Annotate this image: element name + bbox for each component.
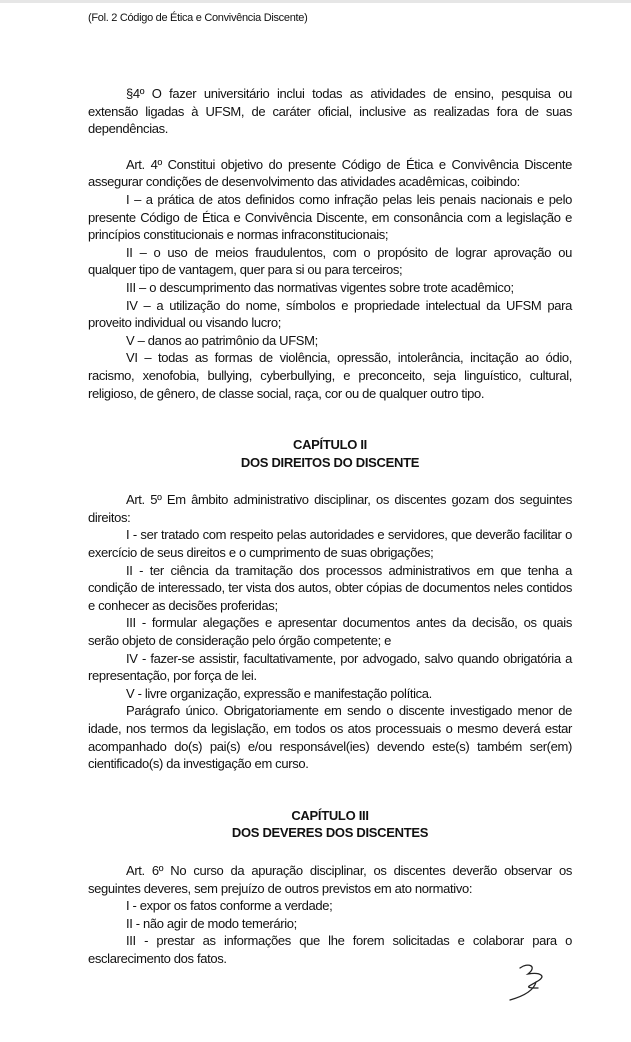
sole-paragraph: Parágrafo único. Obrigatoriamente em sendo o discente investigado menor de idade, nos termos da legislação, em todos os atos processuais o mesmo deverá estar acompanhado do(s) pai(s) e/ou responsável(ies) devendo este(s) também ser(em) cientificado(s) da investigação em curso.	[88, 703, 572, 772]
list-item: VI – todas as formas de violência, opressão, intolerância, incitação ao ódio, racismo, xenofobia, bullying, cyberbullying, e preconceito, seja linguístico, cultural, religioso, de gênero, de classe social, raça, cor ou de qualquer outro tipo.	[88, 350, 572, 401]
list-item: II – o uso de meios fraudulentos, com o propósito de lograr aprovação ou qualquer tipo de vantagem, quer para si ou para terceiros;	[88, 244, 572, 278]
list-item: V – danos ao patrimônio da UFSM;	[126, 332, 318, 348]
list-item: II - ter ciência da tramitação dos processos administrativos em que tenha a condição de interessado, ter vista dos autos, obter cópias de documentos neles contidos e conhecer as decisões proferidas;	[88, 562, 572, 613]
list-item: V - livre organização, expressão e manifestação política.	[126, 685, 432, 701]
paragraph-text: §4º O fazer universitário inclui todas as atividades de ensino, pesquisa ou extensão ligadas à UFSM, de caráter oficial, inclusive as realizadas fora de suas dependências.	[88, 86, 572, 137]
signature-initials	[508, 962, 558, 1002]
list-item: IV – a utilização do nome, símbolos e propriedade intelectual da UFSM para proveito individual ou visando lucro;	[88, 297, 572, 331]
article-intro: Art. 4º Constitui objetivo do presente Código de Ética e Convivência Discente assegurar condições de desenvolvimento das atividades acadêmicas, coibindo:	[88, 156, 572, 190]
list-item: II - não agir de modo temerário;	[126, 915, 297, 931]
chapter-2-heading	[88, 436, 572, 471]
list-item: III - prestar as informações que lhe forem solicitadas e colaborar para o esclarecimento dos fatos.	[88, 933, 572, 966]
list-item: I – a prática de atos definidos como infração pelas leis penais nacionais e pelo presente Código de Ética e Convivência Discente, em consonância com a legislação e princípios constitucionais e normas infraconstitucionais;	[88, 191, 572, 243]
chapter-number: CAPÍTULO II	[293, 437, 367, 453]
list-item: III – o descumprimento das normativas vigentes sobre trote acadêmico;	[126, 279, 514, 295]
list-item: III - formular alegações e apresentar documentos antes da decisão, os quais serão objeto de consideração pelo órgão competente; e	[88, 615, 572, 649]
top-edge	[0, 0, 631, 3]
list-item: I - expor os fatos conforme a verdade;	[126, 898, 333, 914]
chapter-3-heading	[88, 807, 572, 842]
page-header: (Fol. 2 Código de Ética e Convivência Discente)	[88, 12, 308, 24]
article-intro: Art. 5º Em âmbito administrativo disciplinar, os discentes gozam dos seguintes direitos:	[88, 492, 572, 525]
article-intro: Art. 6º No curso da apuração disciplinar, os discentes deverão observar os seguintes deveres, sem prejuízo de outros previstos em ato normativo:	[88, 862, 572, 896]
chapter-number: CAPÍTULO III	[291, 807, 369, 823]
article-5	[88, 491, 572, 773]
list-item: IV - fazer-se assistir, facultativamente, por advogado, salvo quando obrigatória a representação, por força de lei.	[88, 650, 572, 684]
list-item: I - ser tratado com respeito pelas autoridades e servidores, que deverão facilitar o exercício de seus direitos e o cumprimento de suas obrigações;	[88, 527, 572, 561]
paragraph-4	[88, 85, 572, 138]
article-4	[88, 156, 572, 402]
chapter-title: DOS DEVERES DOS DISCENTES	[231, 825, 429, 841]
chapter-title: DOS DIREITOS DO DISCENTE	[240, 454, 420, 470]
